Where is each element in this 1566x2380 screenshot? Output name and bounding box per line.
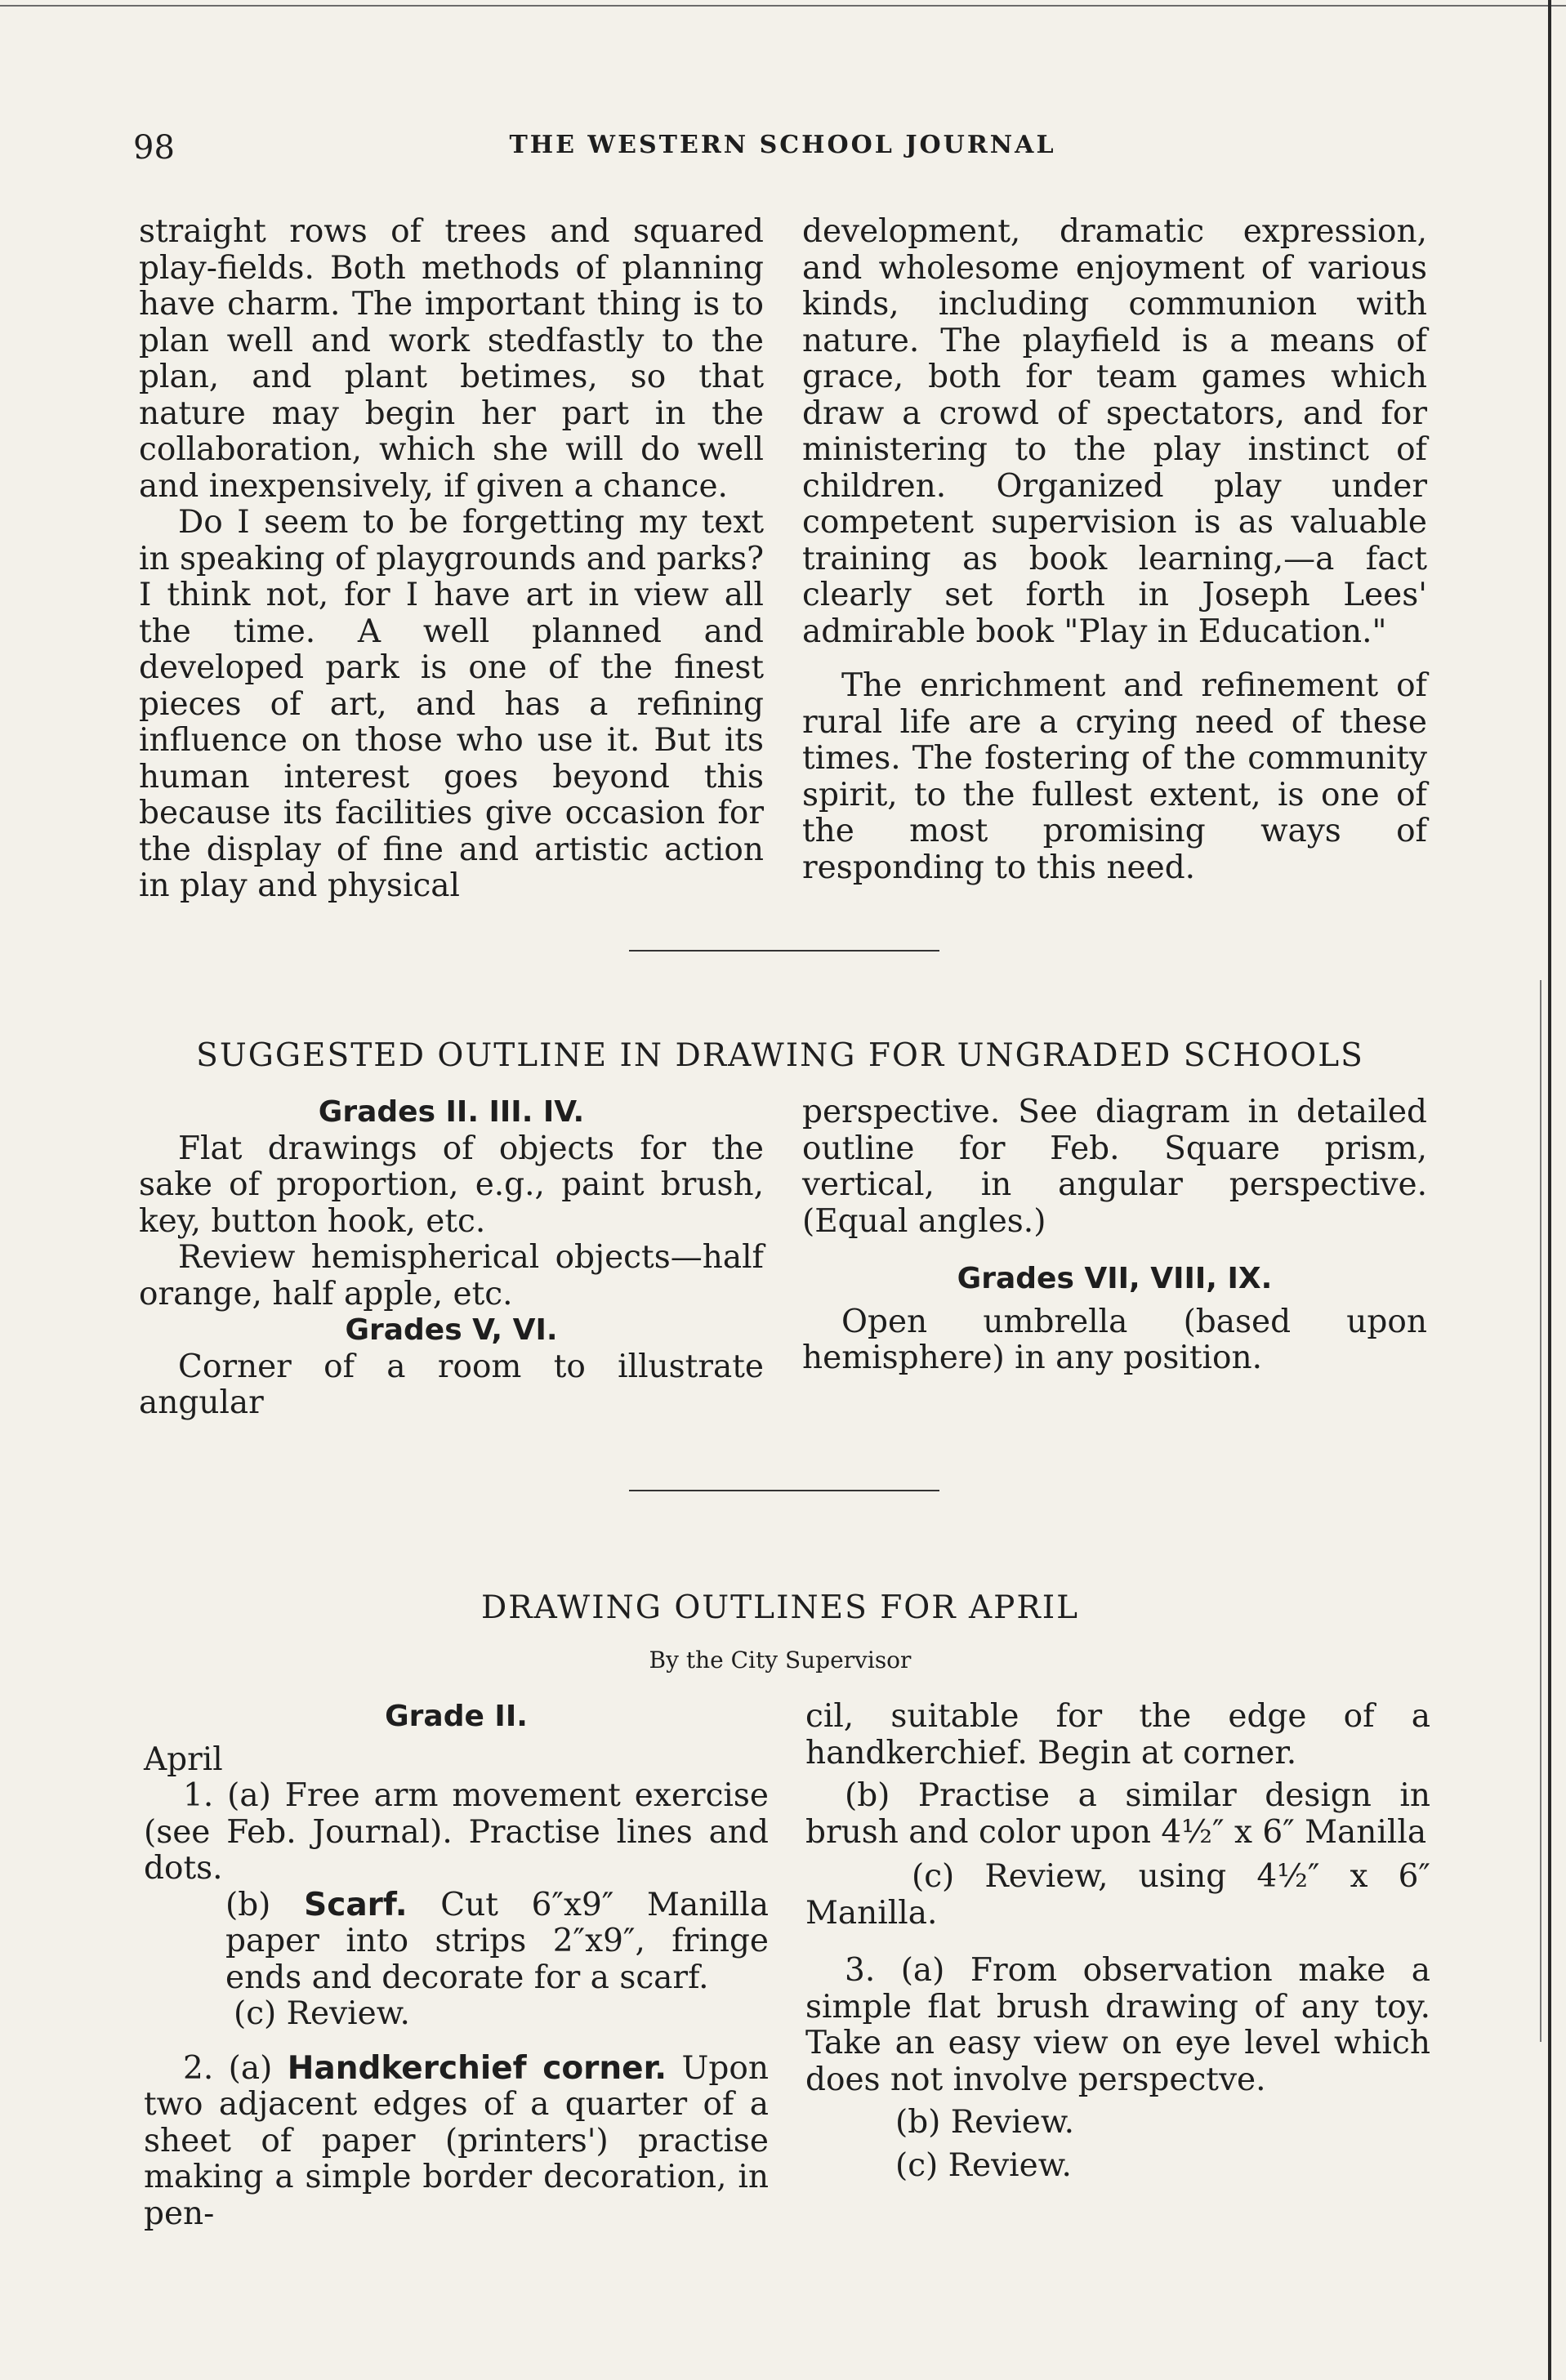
item-2c: (c) Review, using 4½″ x 6″ Manilla. [805, 1858, 1430, 1932]
grade-heading-2-4: Grades II. III. IV. [318, 1095, 585, 1129]
section3-right-column [805, 1699, 1430, 2184]
item-2b: (b) Practise a similar design in brush and color upon 4½″ x 6″ Manilla [805, 1777, 1430, 1851]
item-1b-bold: Scarf. [304, 1886, 408, 1923]
item-2a-bold: Handkerchief corner. [287, 2049, 667, 2087]
section2-right-para2: Open umbrella (based upon hemisphere) in any position. [802, 1303, 1427, 1376]
grade-heading-2: Grade II. [385, 1700, 528, 1733]
section2-right-column [802, 1094, 1427, 1377]
section2-right-para1: perspective. See diagram in detailed outline for Feb. Square prism, vertical, in angular perspective. (Equal angles.) [802, 1094, 1427, 1240]
page-number: 98 [133, 129, 175, 167]
section2-left-para1: Flat drawings of objects for the sake of proportion, e.g., paint brush, key, button hook, etc. [139, 1130, 764, 1240]
grade-heading-7-9: Grades VII, VIII, IX. [957, 1262, 1273, 1295]
month-label: April [144, 1740, 223, 1778]
page-right-edge-inner [1540, 980, 1541, 2042]
article1-right-column [802, 214, 1427, 886]
page-right-edge [1548, 0, 1551, 2380]
item-2a-label: 2. (a) [183, 2049, 273, 2087]
section-divider-1 [629, 950, 939, 952]
item-2a [144, 2051, 769, 2233]
item-3a: 3. (a) From observation make a simple flat brush drawing of any toy. Take an easy view on eye level which does not involve perspectve. [805, 1952, 1430, 2098]
item-1a: 1. (a) Free arm movement exercise (see Feb. Journal). Practise lines and dots. [144, 1777, 769, 1887]
item-1b [144, 1888, 769, 1997]
section2-left-column [139, 1094, 764, 1422]
section3-left-column [144, 1699, 769, 2232]
grade-heading-5-6: Grades V, VI. [345, 1313, 558, 1347]
article1-left-para2: Do I seem to be forgetting my text in speaking of playgrounds and parks? I think not, for I have art in view all the time. A well planned and developed park is one of the finest pieces of art, and has a refining influence on those who use it. But its human interest goes beyond this because its facilities give occasion for the display of fine and artistic action in play and physical [139, 504, 764, 904]
article1-left-para1: straight rows of trees and squared play-fields. Both methods of planning have charm. The important thing is to plan well and work stedfastly to the plan, and plant betimes, so that nature may begin her part in the collaboration, which she will do well and inexpensively, if given a chance. [139, 213, 764, 505]
section3-title: DRAWING OUTLINES FOR APRIL [480, 1589, 1080, 1626]
item-2a-continued: cil, suitable for the edge of a handkerchief. Begin at corner. [805, 1698, 1430, 1772]
item-1b-text: Cut 6″x9″ Manilla paper into strips 2″x9″, fringe ends and decorate for a scarf. [225, 1886, 769, 1996]
page-top-edge [0, 5, 1566, 7]
item-1b-label: (b) [225, 1886, 271, 1923]
section-divider-2 [629, 1490, 939, 1491]
item-2a-text: Upon two adjacent edges of a quarter of a sheet of paper (printers') practise making a simple border decoration, in pen- [144, 2049, 769, 2232]
section2-title: SUGGESTED OUTLINE IN DRAWING FOR UNGRADED SCHOOLS [196, 1037, 1364, 1074]
item-1c: (c) Review. [234, 1995, 410, 2032]
article1-right-para1: development, dramatic expression, and wholesome enjoyment of various kinds, including communion with nature. The playfield is a means of grace, both for team games which draw a crowd of spectators, and for ministering to the play instinct of children. Organized play under competent supervision is as valuable training as book learning,—a fact clearly set forth in Joseph Lees' admirable book "Play in Education." [802, 213, 1427, 650]
article1-left-column [139, 214, 764, 905]
item-3c: (c) Review. [895, 2146, 1072, 2184]
item-3b: (b) Review. [895, 2104, 1074, 2141]
running-header [133, 123, 1432, 172]
section2-left-para3: Corner of a room to illustrate angular [139, 1348, 764, 1421]
article1-right-para2: The enrichment and refinement of rural life are a crying need of these times. The fostering of the community spirit, to the fullest extent, is one of the most promising ways of responding to this need. [802, 667, 1427, 886]
journal-title: THE WESTERN SCHOOL JOURNAL [509, 131, 1056, 159]
section2-left-para2: Review hemispherical objects—half orange, half apple, etc. [139, 1239, 764, 1313]
section3-byline: By the City Supervisor [649, 1647, 912, 1674]
